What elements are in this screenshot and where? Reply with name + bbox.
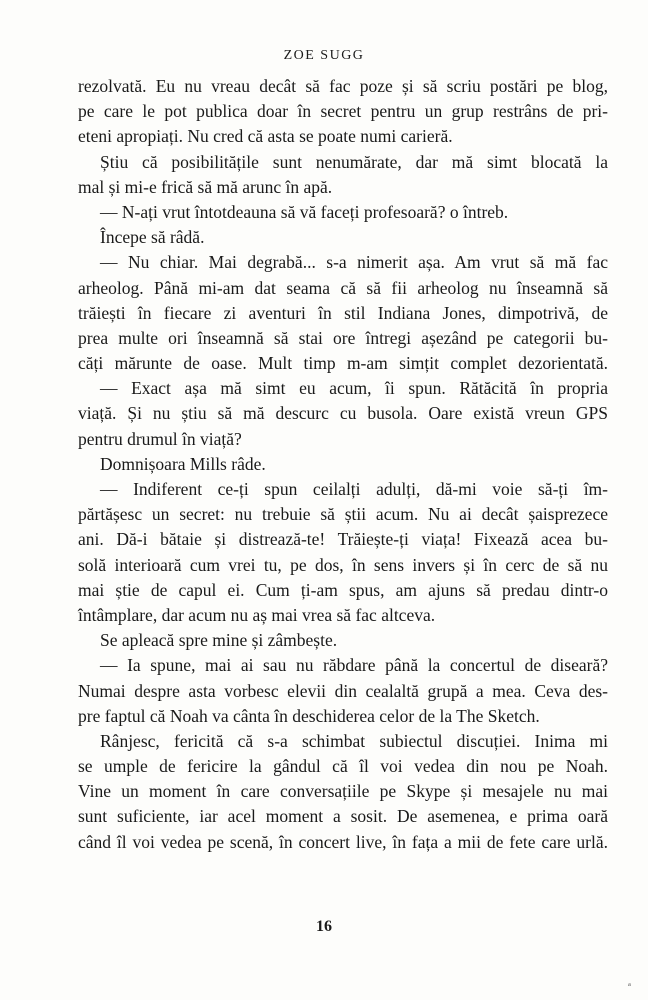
text-line: viață. Și nu știu să mă descurc cu busola. Oare există vreun GPS — [78, 403, 608, 424]
text-line: solă interioară cum vrei tu, pe dos, în sens invers și în cerc de să nu — [78, 554, 608, 575]
text-line: sunt suficiente, iar acel moment a sosit. De asemenea, e prima oară — [78, 806, 608, 827]
text-line: — N-ați vrut întotdeauna să vă faceți profesoară? o întreb. — [100, 201, 509, 222]
corner-mark: ᵃ — [628, 980, 632, 992]
text-line: întâmplare, dar acum nu aș mai vrea să fac altceva. — [78, 604, 436, 625]
text-line: ani. Dă-i bătaie și distrează-te! Trăiește-ți viața! Fixează acea bu- — [78, 529, 608, 550]
page-number: 16 — [316, 918, 332, 935]
text-line: se umple de fericire la gândul că îl voi vedea din nou pe Noah. — [78, 756, 608, 777]
text-line: — Ia spune, mai ai sau nu răbdare până la concertul de diseară? — [100, 655, 608, 676]
text-line: Știu că posibilitățile sunt nenumărate, dar mă simt blocată la — [100, 151, 608, 172]
text-line: eteni apropiați. Nu cred că asta se poate numi carieră. — [78, 126, 453, 147]
text-line: Numai despre asta vorbesc elevii din cealaltă grupă a mea. Ceva des- — [78, 680, 608, 701]
text-line: trăiești în fiecare zi aventuri în stil Indiana Jones, dimpotrivă, de — [78, 302, 608, 323]
text-line: Se apleacă spre mine și zâmbește. — [100, 630, 338, 651]
running-head: ZOE SUGG — [283, 48, 365, 63]
text-line: căți mărunte de oase. Mult timp m-am simțit complet dezorientată. — [78, 353, 608, 374]
text-line: Domnișoara Mills râde. — [100, 453, 266, 474]
text-line: pentru drumul în viață? — [78, 428, 242, 449]
text-line: Rânjesc, fericită că s-a schimbat subiectul discuției. Inima mi — [100, 730, 608, 751]
text-line: mai știe de capul ei. Cum ți-am spus, am ajuns să predau dintr-o — [78, 579, 608, 600]
text-line: rezolvată. Eu nu vreau decât să fac poze și să scriu postări pe blog, — [78, 76, 608, 96]
text-line: prea multe ori înseamnă să stai ore întregi așezând pe categorii bu- — [78, 327, 608, 348]
text-line: când îl voi vedea pe scenă, în concert live, în fața a mii de fete care urlă. — [78, 831, 608, 852]
text-line: pre faptul că Noah va cânta în deschiderea celor de la The Sketch. — [78, 705, 540, 726]
text-line: pe care le pot publica doar în secret pentru un grup restrâns de pri- — [78, 101, 608, 122]
text-line: — Nu chiar. Mai degrabă... s-a nimerit așa. Am vrut să mă fac — [100, 252, 608, 273]
text-line: Începe să râdă. — [100, 227, 205, 248]
text-line: — Indiferent ce-ți spun ceilalți adulți, dă-mi voie să-ți îm- — [100, 479, 608, 499]
text-line: părtășesc un secret: nu trebuie să știi acum. Nu ai decât șaisprezece — [78, 504, 608, 525]
text-line: arheolog. Până mi-am dat seama că să fii arheolog nu înseamnă să — [78, 277, 608, 298]
text-line: — Exact așa mă simt eu acum, îi spun. Rătăcită în propria — [100, 378, 608, 399]
body-text — [78, 74, 608, 855]
text-line: Vine un moment în care conversațiile pe Skype și mesajele nu mai — [78, 781, 608, 802]
text-line: mal și mi-e frică să mă arunc în apă. — [78, 176, 333, 197]
